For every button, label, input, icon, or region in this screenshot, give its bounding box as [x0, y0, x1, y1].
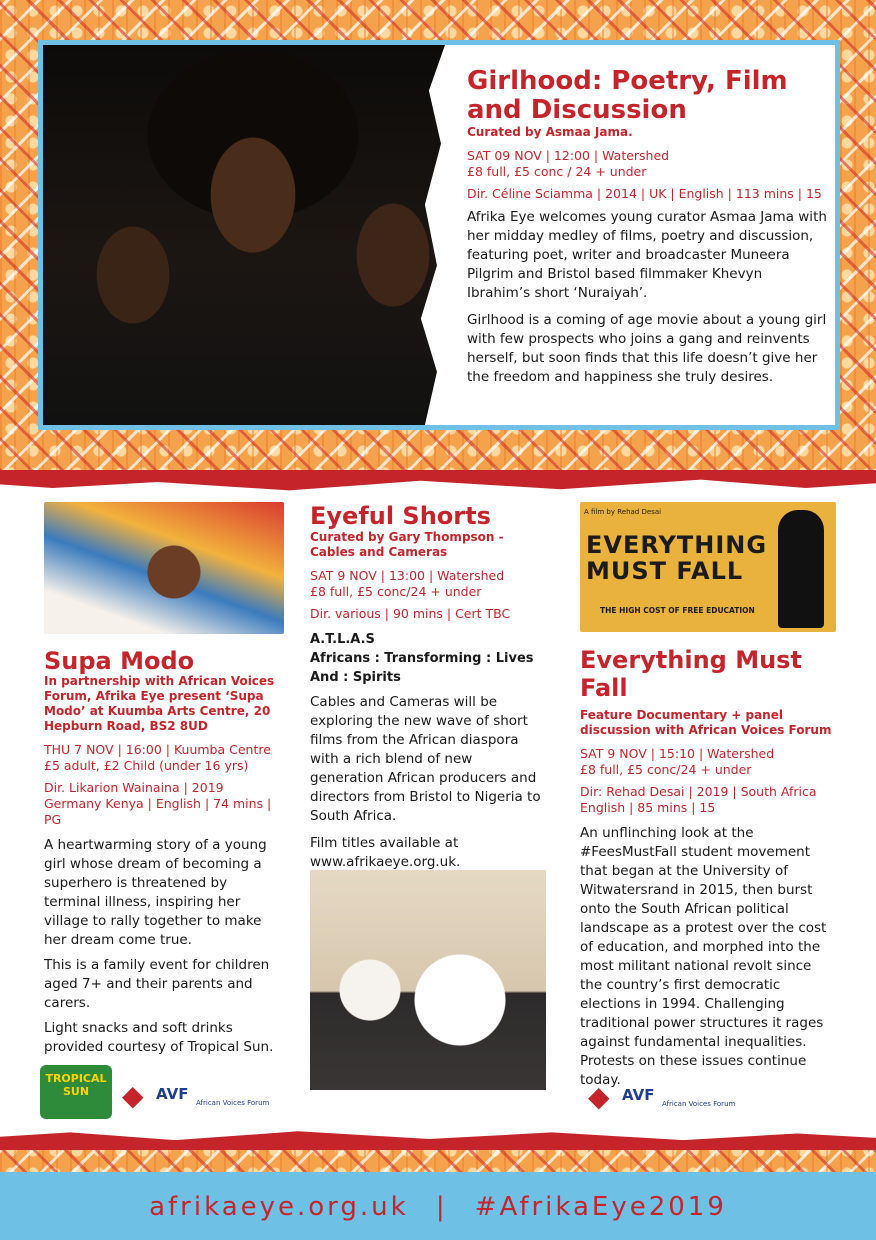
tropical-sun-logo: [40, 1065, 112, 1119]
avf-mark: AVF: [622, 1086, 655, 1104]
eyeful-shorts-curator: Curated by Gary Thompson - Cables and Cameras: [310, 530, 504, 559]
supa-modo-column: [44, 502, 284, 1057]
supa-modo-paragraph-1: A heartwarming story of a young girl whose dream of becoming a superhero is threatened by terminal illness, inspiring her village to rally together to make her dream come true.: [44, 837, 267, 948]
eyeful-shorts-schedule: SAT 9 NOV | 13:00 | Watershed: [310, 568, 505, 583]
poster-byline: A film by Rehad Desai: [584, 508, 662, 516]
girlhood-prices: £8 full, £5 conc / 24 + under: [467, 164, 647, 179]
africa-map-icon: ◆: [588, 1080, 610, 1113]
everything-must-fall-paragraph: An unflinching look at the #FeesMustFall student movement that began at the University of Witwatersrand in 2015, then burst onto the South African political landscape as a protest over the cost of education, and morphed into the most militant national revolt since the country’s first democratic elections in 1994. Challenging traditional power structures it rages against fundamental inequalities. Protests on these issues continue today.: [580, 825, 827, 1088]
everything-must-fall-title: Everything Must Fall: [580, 646, 802, 702]
supa-modo-credits-1: Dir. Likarion Wainaina | 2019: [44, 780, 224, 795]
footer-banner: [0, 1172, 876, 1240]
girlhood-text-block: [467, 67, 827, 387]
girlhood-film-still: [43, 45, 445, 425]
supa-modo-film-still: [44, 502, 284, 634]
girlhood-title: Girlhood: Poetry, Film and Discussion: [467, 66, 788, 125]
poster-protester-figure: [778, 510, 824, 628]
avf-mark: AVF: [156, 1085, 189, 1103]
girlhood-paragraph-2: Girlhood is a coming of age movie about a young girl with few prospects who joins a gang and reinvents herself, but soon finds that this life doesn’t give her the freedom and happiness she truly desires.: [467, 312, 827, 385]
eyeful-shorts-column: [310, 502, 546, 872]
everything-must-fall-poster: [580, 502, 836, 632]
girlhood-credits: Dir. Céline Sciamma | 2014 | UK | English | 113 mins | 15: [467, 186, 822, 201]
africa-map-icon: ◆: [122, 1079, 144, 1112]
african-voices-forum-logo-right: [588, 1078, 748, 1118]
everything-must-fall-subtitle: Feature Documentary + panel discussion with African Voices Forum: [580, 708, 832, 737]
girlhood-schedule: SAT 09 NOV | 12:00 | Watershed: [467, 148, 670, 163]
everything-must-fall-credits-2: English | 85 mins | 15: [580, 800, 716, 815]
everything-must-fall-prices: £8 full, £5 conc/24 + under: [580, 762, 752, 777]
supa-modo-subtitle: In partnership with African Voices Forum, Afrika Eye present ‘Supa Modo’ at Kuumba Arts Centre, 20 Hepburn Road, BS2 8UD: [44, 674, 275, 733]
atlas-subheading: Africans : Transforming : Lives And : Spirits: [310, 651, 534, 685]
sponsor-logos-left: [40, 1065, 286, 1123]
poster-title: EVERYTHING MUST FALL: [586, 531, 768, 585]
footer-website-link[interactable]: afrikaeye.org.uk: [149, 1192, 409, 1222]
girlhood-curator: Curated by Asmaa Jama.: [467, 125, 633, 139]
supa-modo-paragraph-3: Light snacks and soft drinks provided courtesy of Tropical Sun.: [44, 1020, 274, 1055]
footer-hashtag: #AfrikaEye2019: [474, 1192, 727, 1222]
supa-modo-title: Supa Modo: [44, 647, 195, 675]
eyeful-shorts-photo: [310, 870, 546, 1090]
poster-tagline: THE HIGH COST OF FREE EDUCATION: [600, 606, 755, 615]
top-red-torn-strip: [0, 470, 876, 494]
eyeful-shorts-paragraph-1: Cables and Cameras will be exploring the new wave of short films from the African diaspora with a rich blend of new generation African producers and directors from Bristol to Nigeria to South Africa.: [310, 694, 541, 824]
eyeful-shorts-title: Eyeful Shorts: [310, 502, 491, 530]
african-voices-forum-logo: [122, 1077, 282, 1117]
supa-modo-schedule: THU 7 NOV | 16:00 | Kuumba Centre: [44, 742, 271, 757]
supa-modo-prices: £5 adult, £2 Child (under 16 yrs): [44, 758, 249, 773]
girlhood-feature-card: [38, 40, 840, 430]
tropical-sun-logo-line1: TROPICAL: [45, 1072, 107, 1085]
everything-must-fall-schedule: SAT 9 NOV | 15:10 | Watershed: [580, 746, 775, 761]
atlas-heading: A.T.L.A.S: [310, 632, 375, 647]
avf-name: African Voices Forum: [662, 1100, 736, 1108]
eyeful-shorts-prices: £8 full, £5 conc/24 + under: [310, 584, 482, 599]
everything-must-fall-credits-1: Dir: Rehad Desai | 2019 | South Africa: [580, 784, 817, 799]
footer-separator: |: [435, 1192, 448, 1222]
tropical-sun-logo-line2: SUN: [62, 1085, 90, 1098]
supa-modo-paragraph-2: This is a family event for children aged 7+ and their parents and carers.: [44, 957, 270, 1011]
eyeful-shorts-credits: Dir. various | 90 mins | Cert TBC: [310, 606, 511, 621]
avf-name: African Voices Forum: [196, 1099, 270, 1107]
girlhood-paragraph-1: Afrika Eye welcomes young curator Asmaa Jama with her midday medley of films, poetry and discussion, featuring poet, writer and broadcaster Muneera Pilgrim and Bristol based filmmaker Khevyn Ibrahim’s short ‘Nuraiyah’.: [467, 209, 827, 301]
eyeful-shorts-paragraph-2: Film titles available at www.afrikaeye.org.uk.: [310, 835, 461, 870]
everything-must-fall-column: [580, 502, 836, 1090]
supa-modo-credits-2: Germany Kenya | English | 74 mins | PG: [44, 796, 272, 827]
bottom-red-torn-strip: [0, 1128, 876, 1150]
